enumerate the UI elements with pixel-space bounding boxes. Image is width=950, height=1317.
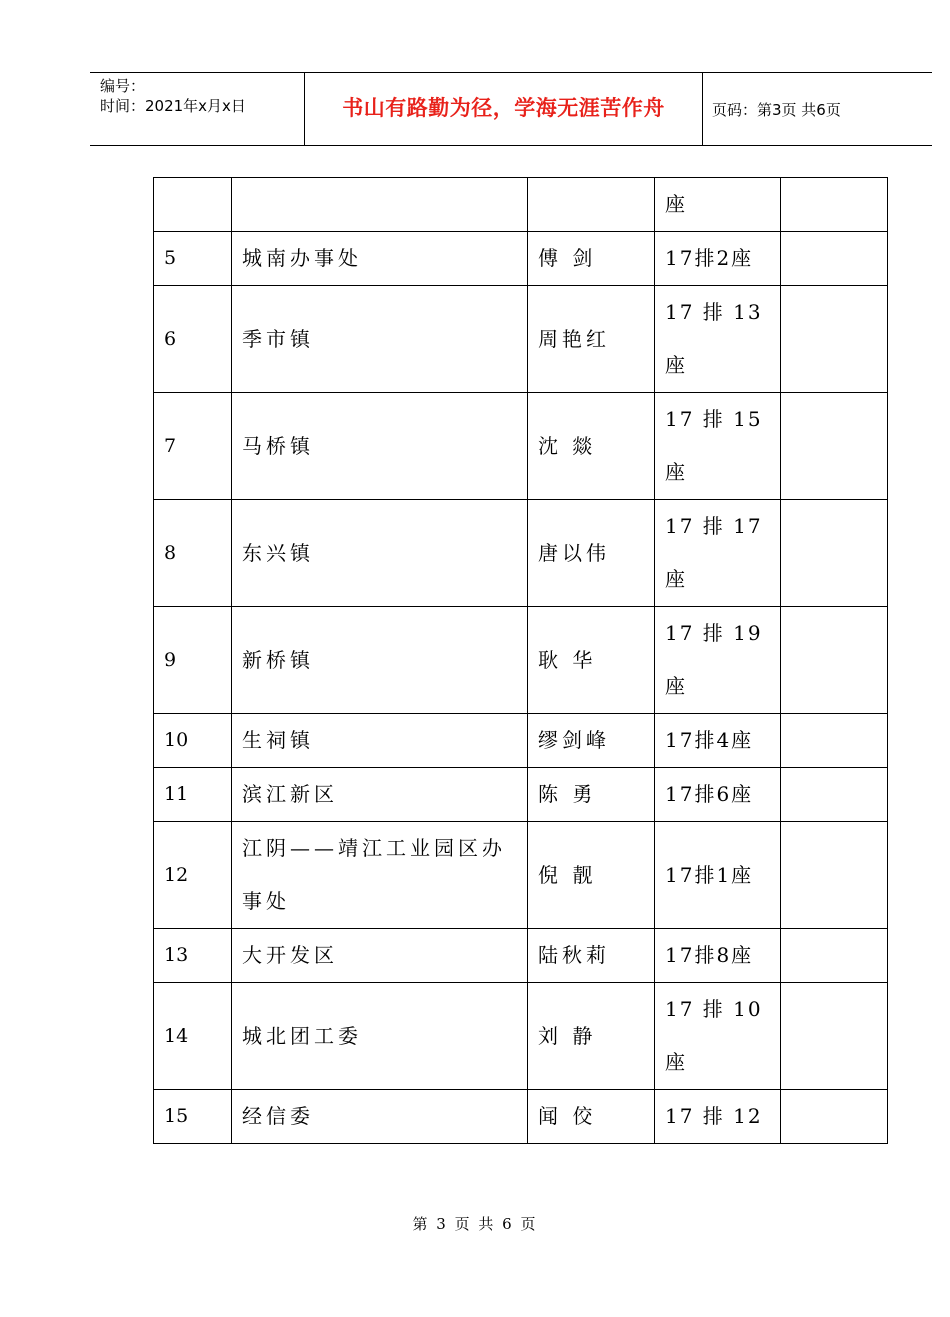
- note-cell: [781, 286, 888, 393]
- table-row: [154, 232, 888, 286]
- row-number: 9: [154, 607, 232, 714]
- note-cell: [781, 178, 888, 232]
- seat-cell: 座: [655, 178, 781, 232]
- note-cell: [781, 714, 888, 768]
- table-row: [154, 822, 888, 929]
- header-top-rule: [90, 72, 932, 73]
- name-cell: 沈 燚: [528, 393, 655, 500]
- unit-cell: 生祠镇: [232, 714, 528, 768]
- row-number: 10: [154, 714, 232, 768]
- name-cell: 倪 靓: [528, 822, 655, 929]
- name-cell: 傅 剑: [528, 232, 655, 286]
- row-number: 12: [154, 822, 232, 929]
- seat-cell: 17排8座: [655, 929, 781, 983]
- row-number: 13: [154, 929, 232, 983]
- row-number: 7: [154, 393, 232, 500]
- seat-cell: 17 排 15 座: [655, 393, 781, 500]
- table-row: [154, 393, 888, 500]
- header-slogan: 书山有路勤为径，学海无涯苦作舟: [342, 96, 665, 120]
- header-bottom-rule: [90, 145, 932, 146]
- table-row: [154, 929, 888, 983]
- note-cell: [781, 393, 888, 500]
- table-row: [154, 768, 888, 822]
- unit-cell: 江阴——靖江工业园区办事处: [232, 822, 528, 929]
- note-cell: [781, 232, 888, 286]
- seat-cell: 17排1座: [655, 822, 781, 929]
- note-cell: [781, 929, 888, 983]
- name-cell: 闻 佼: [528, 1090, 655, 1144]
- note-cell: [781, 822, 888, 929]
- note-cell: [781, 1090, 888, 1144]
- table-row: [154, 607, 888, 714]
- name-cell: [528, 178, 655, 232]
- header-page-info: 页码：第3页 共6页: [712, 101, 841, 119]
- unit-cell: 东兴镇: [232, 500, 528, 607]
- unit-cell: 滨江新区: [232, 768, 528, 822]
- row-number: 5: [154, 232, 232, 286]
- table-row: [154, 1090, 888, 1144]
- header-divider-right: [702, 72, 703, 145]
- row-number: 8: [154, 500, 232, 607]
- row-number: 6: [154, 286, 232, 393]
- unit-cell: 季市镇: [232, 286, 528, 393]
- seat-cell: 17排4座: [655, 714, 781, 768]
- name-cell: 耿 华: [528, 607, 655, 714]
- row-number: 14: [154, 983, 232, 1090]
- seat-cell: 17排6座: [655, 768, 781, 822]
- seat-cell: 17 排 12: [655, 1090, 781, 1144]
- name-cell: 陈 勇: [528, 768, 655, 822]
- unit-cell: 城北团工委: [232, 983, 528, 1090]
- name-cell: 缪剑峰: [528, 714, 655, 768]
- table-row: [154, 714, 888, 768]
- row-number: [154, 178, 232, 232]
- unit-cell: 经信委: [232, 1090, 528, 1144]
- note-cell: [781, 768, 888, 822]
- seat-cell: 17 排 19 座: [655, 607, 781, 714]
- unit-cell: 新桥镇: [232, 607, 528, 714]
- name-cell: 陆秋莉: [528, 929, 655, 983]
- table-row: [154, 178, 888, 232]
- table-row: [154, 286, 888, 393]
- name-cell: 唐以伟: [528, 500, 655, 607]
- name-cell: 周艳红: [528, 286, 655, 393]
- seat-cell: 17排2座: [655, 232, 781, 286]
- time-label: 时间：2021年x月x日: [100, 97, 246, 115]
- unit-cell: 马桥镇: [232, 393, 528, 500]
- serial-label: 编号：: [100, 77, 146, 95]
- unit-cell: [232, 178, 528, 232]
- page-footer: 第 3 页 共 6 页: [412, 1215, 538, 1233]
- seating-table: [153, 177, 888, 1144]
- name-cell: 刘 静: [528, 983, 655, 1090]
- table-row: [154, 500, 888, 607]
- note-cell: [781, 500, 888, 607]
- note-cell: [781, 607, 888, 714]
- row-number: 15: [154, 1090, 232, 1144]
- row-number: 11: [154, 768, 232, 822]
- unit-cell: 城南办事处: [232, 232, 528, 286]
- unit-cell: 大开发区: [232, 929, 528, 983]
- seat-cell: 17 排 17 座: [655, 500, 781, 607]
- seat-cell: 17 排 10 座: [655, 983, 781, 1090]
- header-meta: [100, 76, 246, 116]
- seat-cell: 17 排 13 座: [655, 286, 781, 393]
- table-row: [154, 983, 888, 1090]
- note-cell: [781, 983, 888, 1090]
